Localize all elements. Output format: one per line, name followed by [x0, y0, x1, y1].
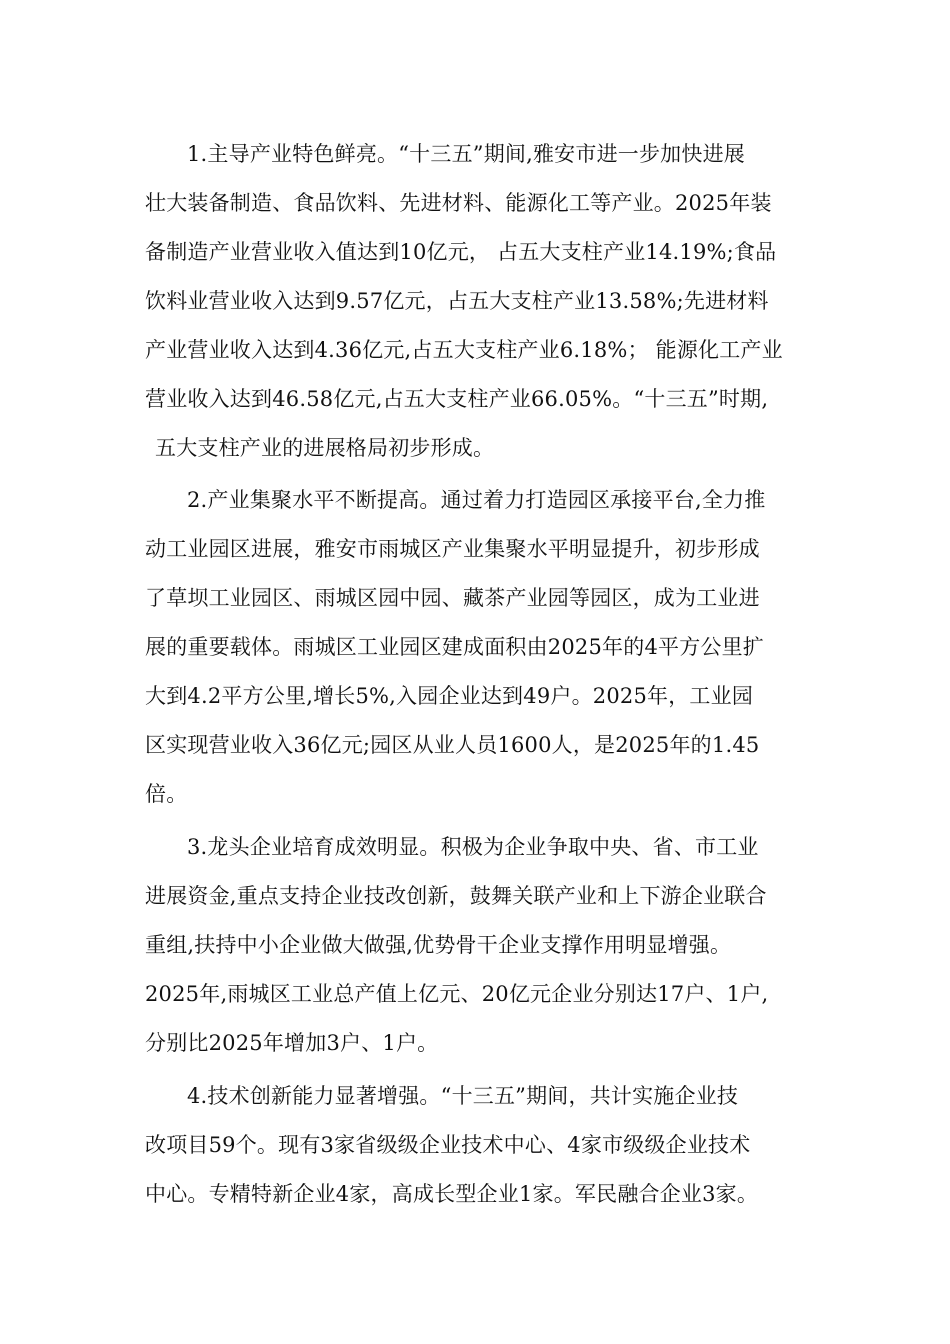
paragraph-1-line-3: 备制造产业营业收入值达到10亿元， 占五大支柱产业14.19%;食品 — [145, 240, 777, 264]
paragraph-2-line-1: 2.产业集聚水平不断提高。通过着力打造园区承接平台,全力推 — [187, 488, 766, 512]
paragraph-4-line-2: 改项目59个。现有3家省级级企业技术中心、4家市级级企业技术 — [145, 1133, 751, 1157]
paragraph-1-line-6: 营业收入达到46.58亿元,占五大支柱产业66.05%。“十三五”时期, — [145, 387, 769, 411]
paragraph-3-line-1: 3.龙头企业培育成效明显。积极为企业争取中央、省、市工业 — [187, 835, 759, 859]
paragraph-2-line-6: 区实现营业收入36亿元;园区从业人员1600人，是2025年的1.45 — [145, 733, 760, 757]
paragraph-3-line-3: 重组,扶持中小企业做大做强,优势骨干企业支撑作用明显增强。 — [145, 933, 732, 957]
paragraph-1-line-4: 饮料业营业收入达到9.57亿元，占五大支柱产业13.58%;先进材料 — [145, 289, 769, 313]
paragraph-2-line-7: 倍。 — [145, 782, 188, 806]
paragraph-2-line-3: 了草坝工业园区、雨城区园中园、藏茶产业园等园区，成为工业进 — [145, 586, 760, 610]
paragraph-2-line-4: 展的重要载体。雨城区工业园区建成面积由2025年的4平方公里扩 — [145, 635, 765, 659]
paragraph-2-line-5: 大到4.2平方公里,增长5%,入园企业达到49户。2025年，工业园 — [145, 684, 754, 708]
paragraph-4-line-3: 中心。专精特新企业4家，高成长型企业1家。军民融合企业3家。 — [145, 1182, 759, 1206]
paragraph-3-line-2: 进展资金,重点支持企业技改创新，鼓舞关联产业和上下游企业联合 — [145, 884, 767, 908]
paragraph-1-line-5: 产业营业收入达到4.36亿元,占五大支柱产业6.18%； 能源化工产业 — [145, 338, 783, 362]
paragraph-3-line-5: 分别比2025年增加3户、1户。 — [145, 1031, 439, 1055]
paragraph-1-line-1: 1.主导产业特色鲜亮。“十三五”期间,雅安市进一步加快进展 — [187, 142, 745, 166]
paragraph-2-line-2: 动工业园区进展，雅安市雨城区产业集聚水平明显提升，初步形成 — [145, 537, 760, 561]
paragraph-3-line-4: 2025年,雨城区工业总产值上亿元、20亿元企业分别达17户、1户, — [145, 982, 769, 1006]
paragraph-1-line-7: 五大支柱产业的进展格局初步形成。 — [155, 436, 495, 460]
paragraph-4-line-1: 4.技术创新能力显著增强。“十三五”期间，共计实施企业技 — [187, 1084, 739, 1108]
paragraph-1-line-2: 壮大装备制造、食品饮料、先进材料、能源化工等产业。2025年装 — [145, 191, 772, 215]
